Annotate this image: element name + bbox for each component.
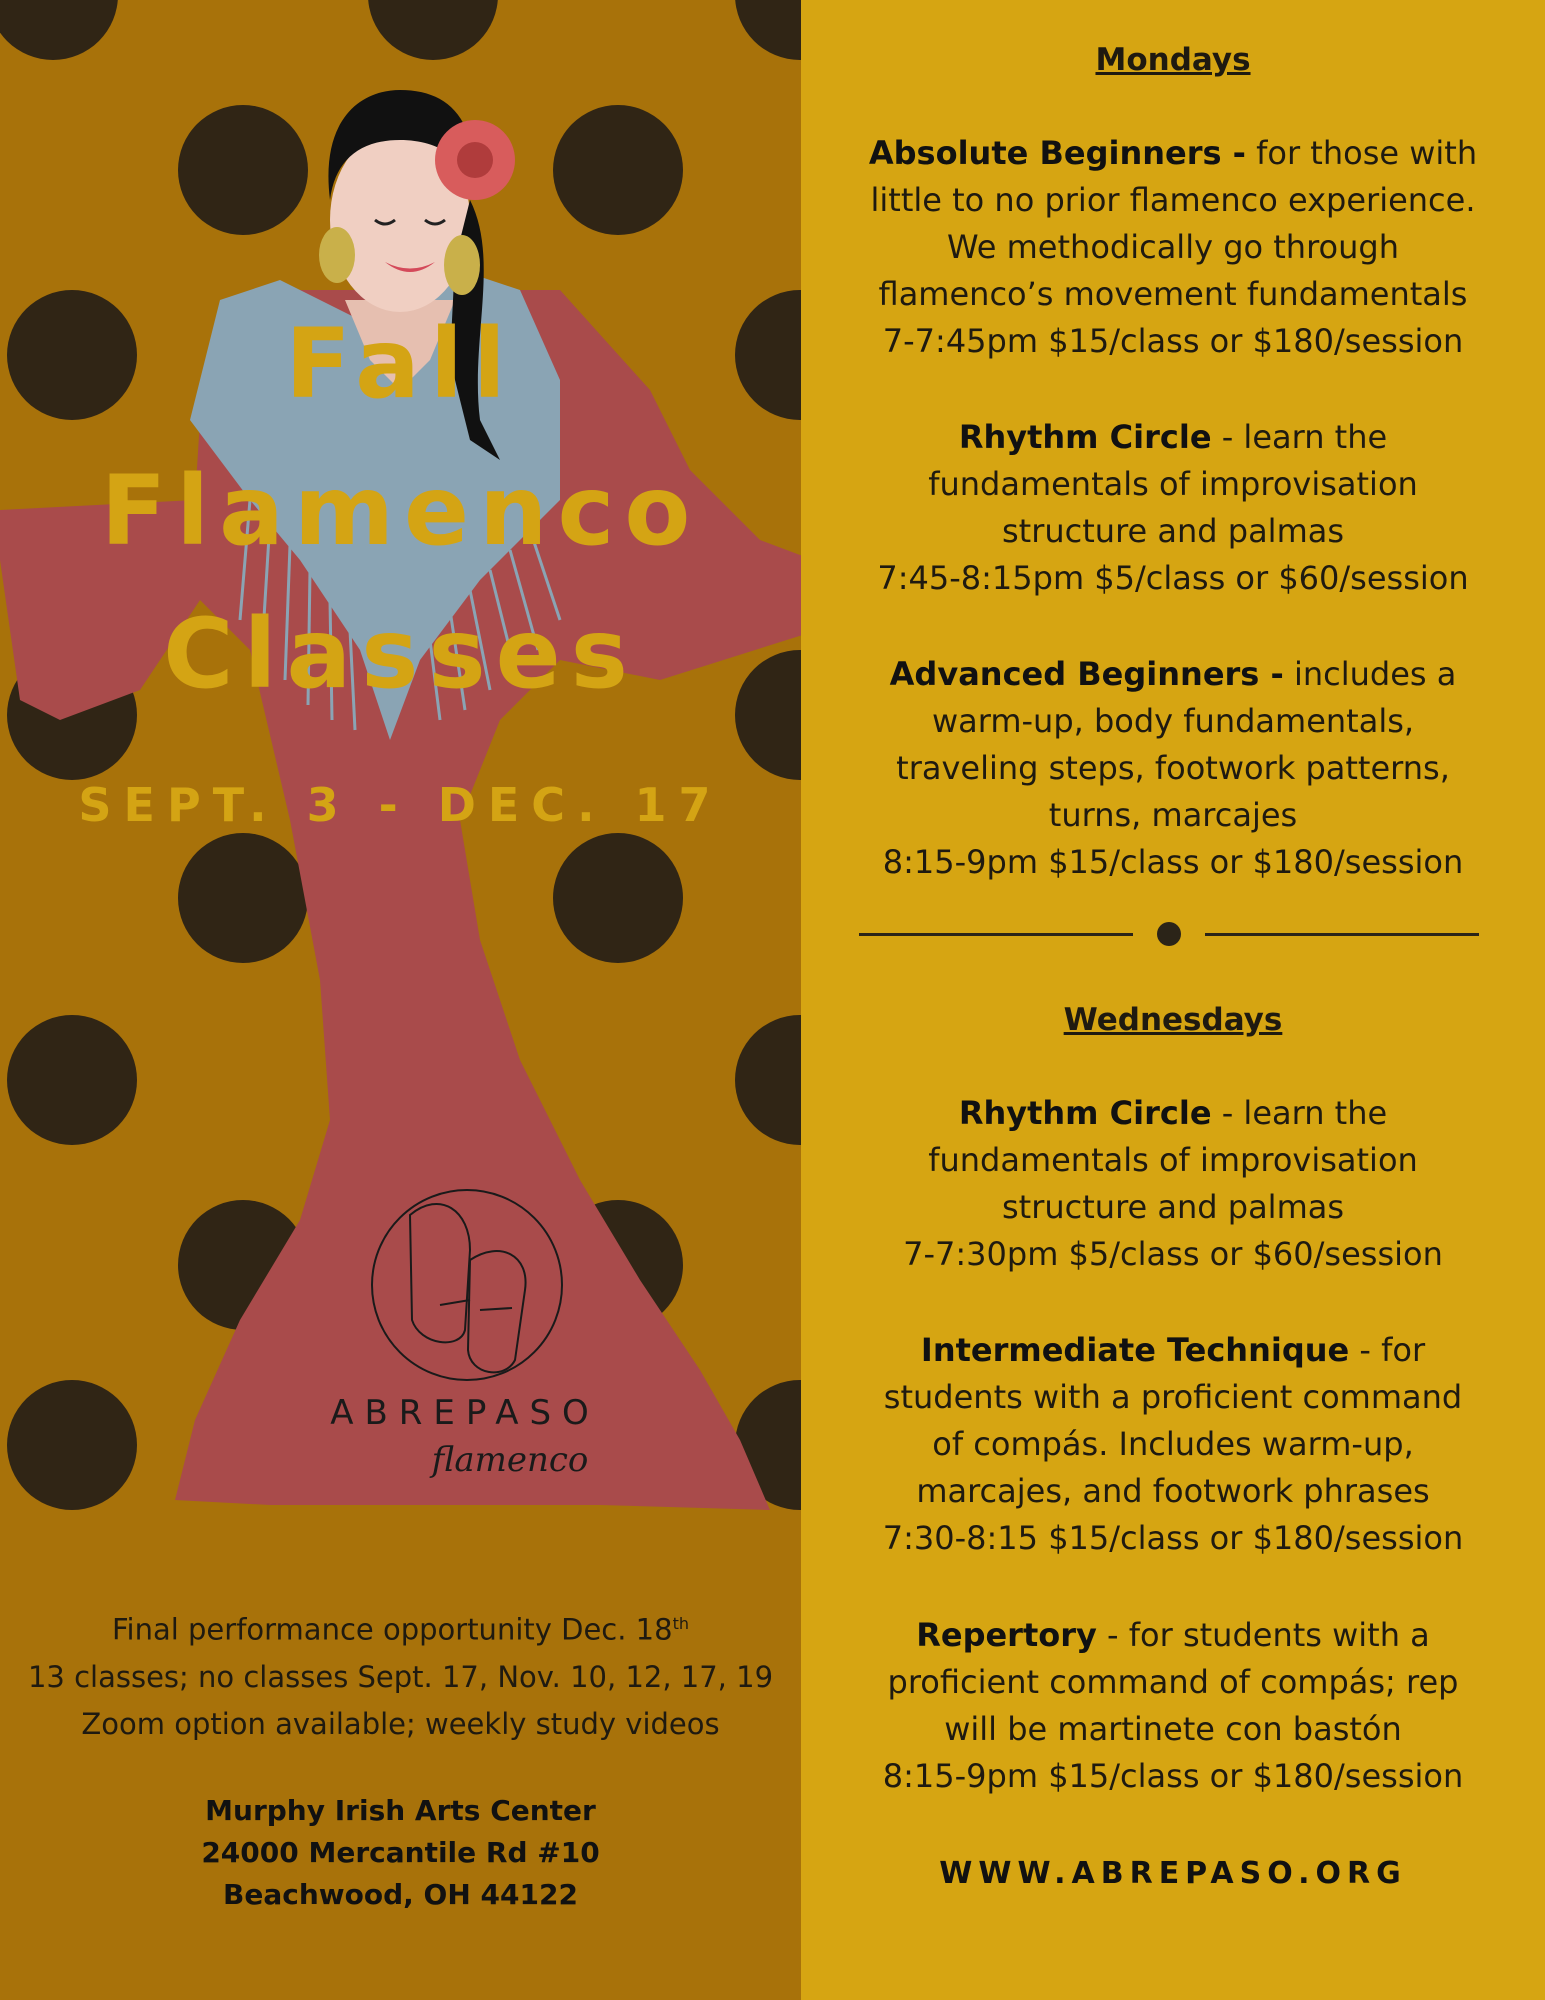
class-block-intermediate-technique: Intermediate Technique - for students with a proficient command of compás. Includes warm-up, marcajes, and footwork phrases 7:30-8:15 $15/class or $180/session bbox=[882, 1331, 1464, 1557]
title-classes: Classes bbox=[163, 598, 638, 710]
venue-street: 24000 Mercantile Rd #10 bbox=[201, 1836, 600, 1869]
logo-name: ABREPASO bbox=[330, 1393, 600, 1433]
venue-city: Beachwood, OH 44122 bbox=[223, 1878, 578, 1911]
venue-name: Murphy Irish Arts Center bbox=[205, 1794, 596, 1827]
class-block-repertory: Repertory - for students with a proficient command of compás; rep will be martinete con bastón 8:15-9pm $15/class or $180/session bbox=[882, 1616, 1464, 1795]
info-zoom: Zoom option available; weekly study videos bbox=[81, 1706, 720, 1741]
divider-dot-icon bbox=[1157, 922, 1181, 946]
mondays-heading: Mondays bbox=[1095, 42, 1251, 78]
title-fall: Fall bbox=[285, 308, 516, 420]
earring-left-icon bbox=[319, 227, 355, 283]
class-block-rhythm-circle-monday: Rhythm Circle - learn the fundamentals of improvisation structure and palmas 7:45-8:15pm $5/class or $60/session bbox=[877, 418, 1469, 597]
class-block-advanced-beginners: Advanced Beginners - includes a warm-up, body fundamentals, traveling steps, footwork patterns, turns, marcajes 8:15-9pm $15/class or $180/session bbox=[882, 655, 1464, 881]
venue-address bbox=[0, 1790, 801, 1916]
session-dates: SEPT. 3 - DEC. 17 bbox=[78, 778, 723, 832]
logo-subtitle: flamenco bbox=[431, 1440, 589, 1480]
info-class-count: 13 classes; no classes Sept. 17, Nov. 10, 12, 17, 19 bbox=[27, 1659, 774, 1694]
info-performance: Final performance opportunity Dec. 18th bbox=[111, 1612, 690, 1647]
schedule-panel bbox=[801, 0, 1545, 2000]
class-block-rhythm-circle-wednesday: Rhythm Circle - learn the fundamentals of improvisation structure and palmas 7-7:30pm $5/class or $60/session bbox=[903, 1094, 1443, 1273]
title-flamenco: Flamenco bbox=[100, 455, 701, 567]
program-info bbox=[0, 1600, 801, 1748]
wednesdays-heading: Wednesdays bbox=[1063, 1002, 1283, 1038]
class-block-absolute-beginners: Absolute Beginners - for those with little to no prior flamenco experience. We methodically go through flamenco’s movement fundamentals 7-7:45pm $15/class or $180/session bbox=[868, 134, 1478, 360]
section-divider bbox=[859, 922, 1479, 946]
earring-right-icon bbox=[444, 235, 480, 295]
website-link[interactable]: WWW.ABREPASO.ORG bbox=[939, 1856, 1407, 1891]
